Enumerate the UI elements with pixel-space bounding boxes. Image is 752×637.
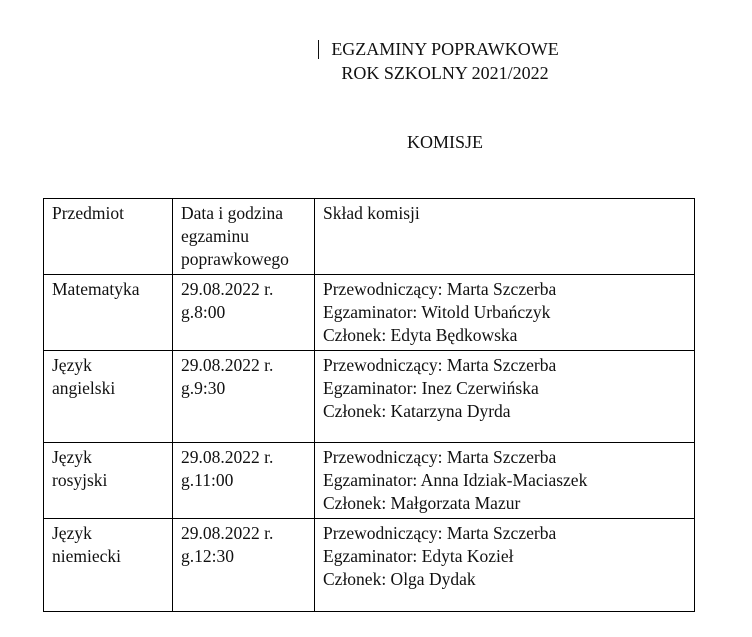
row-committee: Przewodniczący: Marta Szczerba Egzaminator: Witold Urbańczyk Członek: Edyta Będkowska (315, 275, 695, 351)
title-exams: EGZAMINY POPRAWKOWE (331, 39, 559, 59)
row-date: 29.08.2022 r. g.11:00 (173, 443, 315, 519)
row-date: 29.08.2022 r. g.12:30 (173, 519, 315, 612)
table-header-row (44, 199, 695, 275)
row-subject: Język angielski (44, 351, 173, 443)
row-committee: Przewodniczący: Marta Szczerba Egzaminator: Edyta Kozieł Członek: Olga Dydak (315, 519, 695, 612)
row-subject: Język rosyjski (44, 443, 173, 519)
table-row (44, 351, 695, 443)
row-subject: Matematyka (44, 275, 173, 351)
row-committee: Przewodniczący: Marta Szczerba Egzaminator: Anna Idziak-Maciaszek Członek: Małgorzata Mazur (315, 443, 695, 519)
title-committees: KOMISJE (406, 132, 483, 152)
table-row (44, 443, 695, 519)
table-row (44, 275, 695, 351)
header-committee: Skład komisji (315, 199, 695, 275)
header-subject: Przedmiot (44, 199, 173, 275)
row-date: 29.08.2022 r. g.9:30 (173, 351, 315, 443)
row-date: 29.08.2022 r. g.8:00 (173, 275, 315, 351)
row-committee: Przewodniczący: Marta Szczerba Egzaminator: Inez Czerwińska Członek: Katarzyna Dyrda (315, 351, 695, 443)
row-subject: Język niemiecki (44, 519, 173, 612)
table-row (44, 519, 695, 612)
committees-table (43, 198, 695, 612)
header-date: Data i godzina egzaminu poprawkowego (173, 199, 315, 275)
title-school-year: ROK SZKOLNY 2021/2022 (341, 63, 549, 83)
